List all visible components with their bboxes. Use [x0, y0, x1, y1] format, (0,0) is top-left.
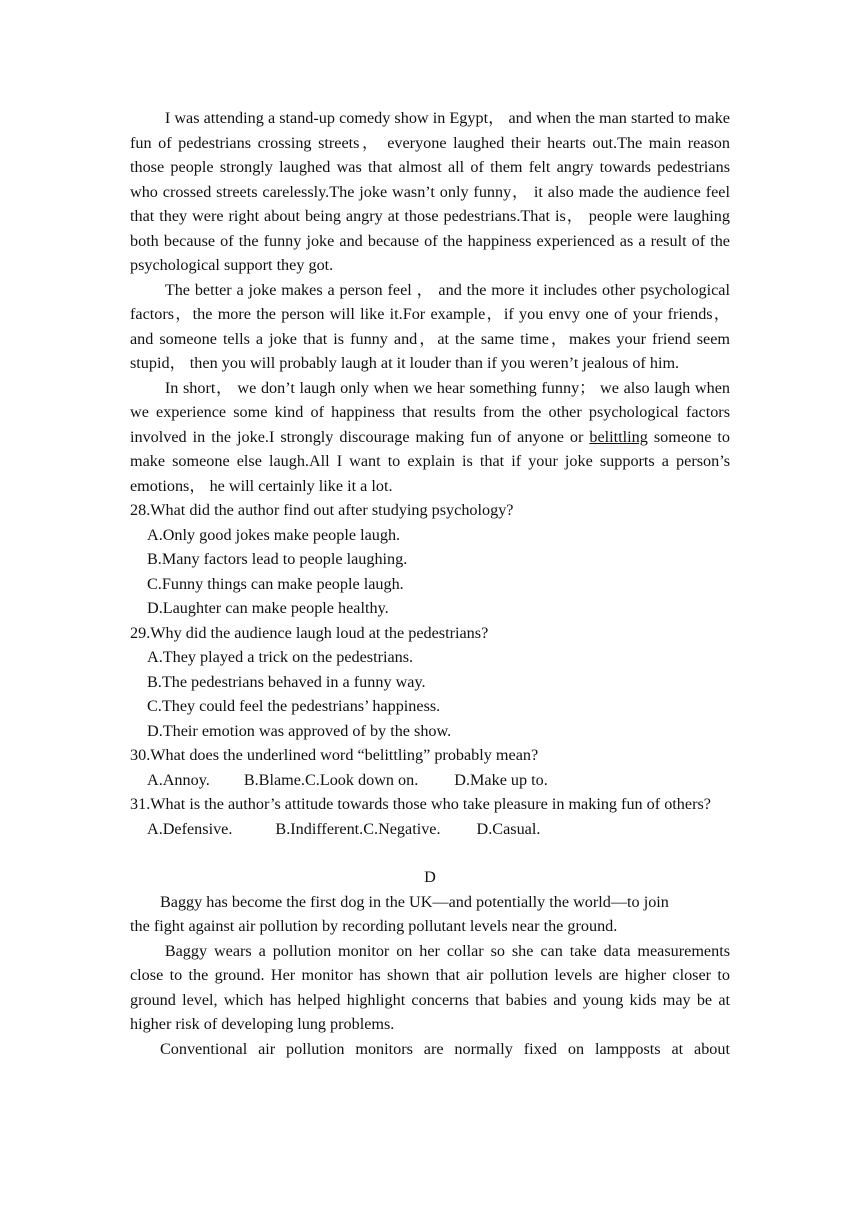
question-29-stem: 29.Why did the audience laugh loud at the pedestrians? [130, 623, 489, 642]
question-29-option-c: C.They could feel the pedestrians’ happiness. [147, 697, 441, 715]
question-31-options [147, 817, 730, 842]
question-29-option-a: A.They played a trick on the pedestrians. [147, 648, 414, 666]
underlined-word-belittling: belittling [589, 427, 648, 446]
passage-d-paragraph-1-line-2: the fight against air pollution by recording pollutant levels near the ground. [130, 917, 618, 935]
question-30-stem: 30.What does the underlined word “belittling” probably mean? [130, 746, 539, 764]
question-31-stem: 31.What is the author’s attitude towards those who take pleasure in making fun of others? [130, 795, 711, 813]
passage-c-paragraph-1: I was attending a stand-up comedy show in Egypt， and when the man started to make fun of pedestrians crossing streets， everyone laughed their hearts out.The main reason those people strongly laughed was that almost all of them felt angry towards pedestrians who crossed streets carelessly.The joke wasn’t only funny， it also made the audience feel that they were right about being angry at those pedestrians.That is， people were laughing both because of the funny joke and because of the happiness experienced as a result of the psychological support they got. [130, 109, 730, 274]
question-31-option-c: C.Negative. [363, 819, 441, 838]
question-28-stem: 28.What did the author find out after studying psychology? [130, 501, 514, 519]
document-page [130, 106, 730, 1061]
question-31-option-a: A.Defensive. [147, 819, 233, 838]
question-30-options [147, 768, 730, 793]
passage-d-paragraph-2: Baggy wears a pollution monitor on her collar so she can take data measurements close to the ground. Her monitor has shown that air pollution levels are higher closer to ground level, which has helped highlight concerns that babies and young kids may be at higher risk of developing lung problems. [130, 941, 730, 1033]
question-30-option-d: D.Make up to. [454, 770, 548, 789]
question-31-option-d: D.Casual. [476, 819, 541, 838]
question-29-option-d: D.Their emotion was approved of by the show. [147, 721, 452, 740]
question-28-option-b: B.Many factors lead to people laughing. [147, 550, 408, 568]
question-31-option-b: B.Indifferent. [275, 819, 364, 838]
question-30-option-c: C.Look down on. [304, 770, 419, 789]
passage-d-paragraph-3: Conventional air pollution monitors are normally fixed on lampposts at about [159, 1039, 730, 1058]
question-28-option-a: A.Only good jokes make people laugh. [147, 525, 401, 544]
question-28-option-c: C.Funny things can make people laugh. [147, 574, 404, 593]
question-30-option-b: B.Blame. [243, 770, 305, 789]
paragraph-3-text-after: someone to make someone else laugh.All I want to explain is that if your joke supports a person’s emotions， he will certainly like it a lot. [130, 427, 730, 495]
question-29-option-b: B.The pedestrians behaved in a funny way. [147, 672, 426, 691]
passage-d-paragraph-1-line-1: Baggy has become the first dog in the UK—and potentially the world—to join [159, 892, 669, 911]
section-letter-d: D [424, 868, 436, 886]
paragraph-3-text-before: In short， we don’t laugh only when we hear something funny； we also laugh when we experience some kind of happiness that results from the other psychological factors involved in the joke.I strongly discourage making fun of anyone or [130, 378, 730, 446]
passage-c-paragraph-3 [130, 376, 730, 499]
question-28-option-d: D.Laughter can make people healthy. [147, 599, 389, 617]
passage-c-paragraph-2: The better a joke makes a person feel ， and the more it includes other psychological factors，the more the person will like it.For example，if you envy one of your friends，and someone tells a joke that is funny and，at the same time，makes your friend seem stupid， then you will probably laugh at it louder than if you weren’t jealous of him. [130, 280, 730, 372]
question-30-option-a: A.Annoy. [147, 770, 210, 789]
